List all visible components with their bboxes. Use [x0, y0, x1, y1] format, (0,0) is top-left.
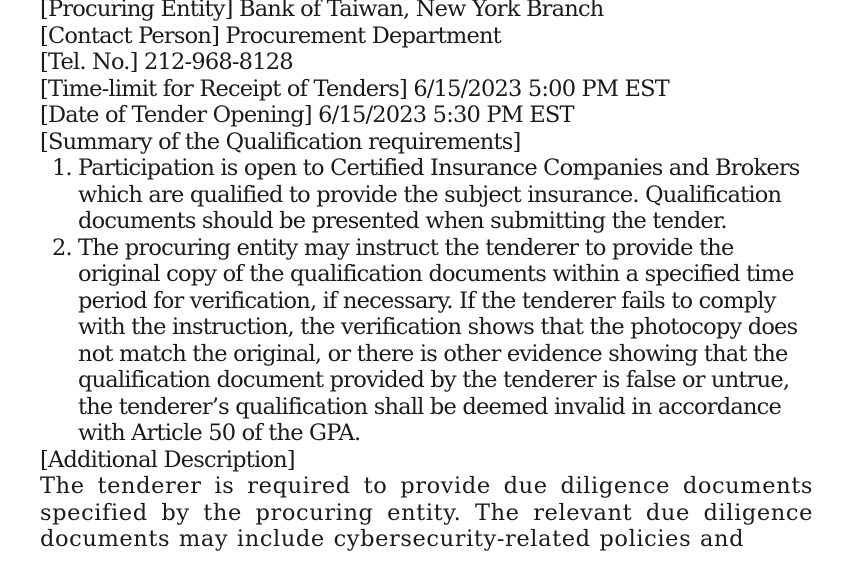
contact-person-field: [40, 23, 820, 50]
additional-description-heading: [Additional Description]: [40, 446, 295, 473]
qualification-list: [40, 155, 820, 447]
tel-no-field: [40, 49, 820, 76]
time-limit-value: 6/15/2023 5:00 PM EST: [413, 75, 669, 102]
tender-opening-label: [Date of Tender Opening]: [40, 102, 312, 128]
tender-notice-document: [40, 0, 820, 553]
additional-description-text: The tenderer is required to provide due diligence documents specified by the procuring entity. The relevant due diligence documents may include cybersecurity-related policies and: [40, 473, 813, 552]
contact-person-value: Procurement Department: [225, 22, 501, 49]
list-item-text: Participation is open to Certified Insurance Companies and Brokers which are qualified to provide the subject insurance. Qualification documents should be presented when submitting the tender.: [78, 155, 800, 234]
list-item-text: The procuring entity may instruct the tenderer to provide the original copy of the qualification documents within a specified time period for verification, if necessary. If the tenderer fails to comply with the instruction, the verification shows that the photocopy does not match the original, or there is other evidence showing that the qualification document provided by the tenderer is false or untrue, the tenderer’s qualification shall be deemed invalid in accordance with Article 50 of the GPA.: [78, 234, 798, 446]
list-item-number: 2.: [52, 234, 72, 261]
time-limit-label: [Time-limit for Receipt of Tenders]: [40, 75, 407, 102]
tender-opening-value: 6/15/2023 5:30 PM EST: [318, 102, 574, 128]
tender-opening-field: [40, 102, 820, 129]
procuring-entity-field: [40, 0, 820, 23]
list-item-number: 1.: [52, 155, 72, 181]
list-item: [40, 155, 800, 235]
contact-person-label: [Contact Person]: [40, 22, 220, 49]
qualification-heading: [Summary of the Qualification requirements]: [40, 128, 521, 155]
procuring-entity-label: [Procuring Entity]: [40, 0, 233, 22]
tel-no-value: 212-968-8128: [143, 49, 293, 75]
tel-no-label: [Tel. No.]: [40, 49, 138, 75]
list-item: [40, 235, 800, 447]
time-limit-field: [40, 76, 820, 103]
procuring-entity-value: Bank of Taiwan, New York Branch: [238, 0, 604, 22]
